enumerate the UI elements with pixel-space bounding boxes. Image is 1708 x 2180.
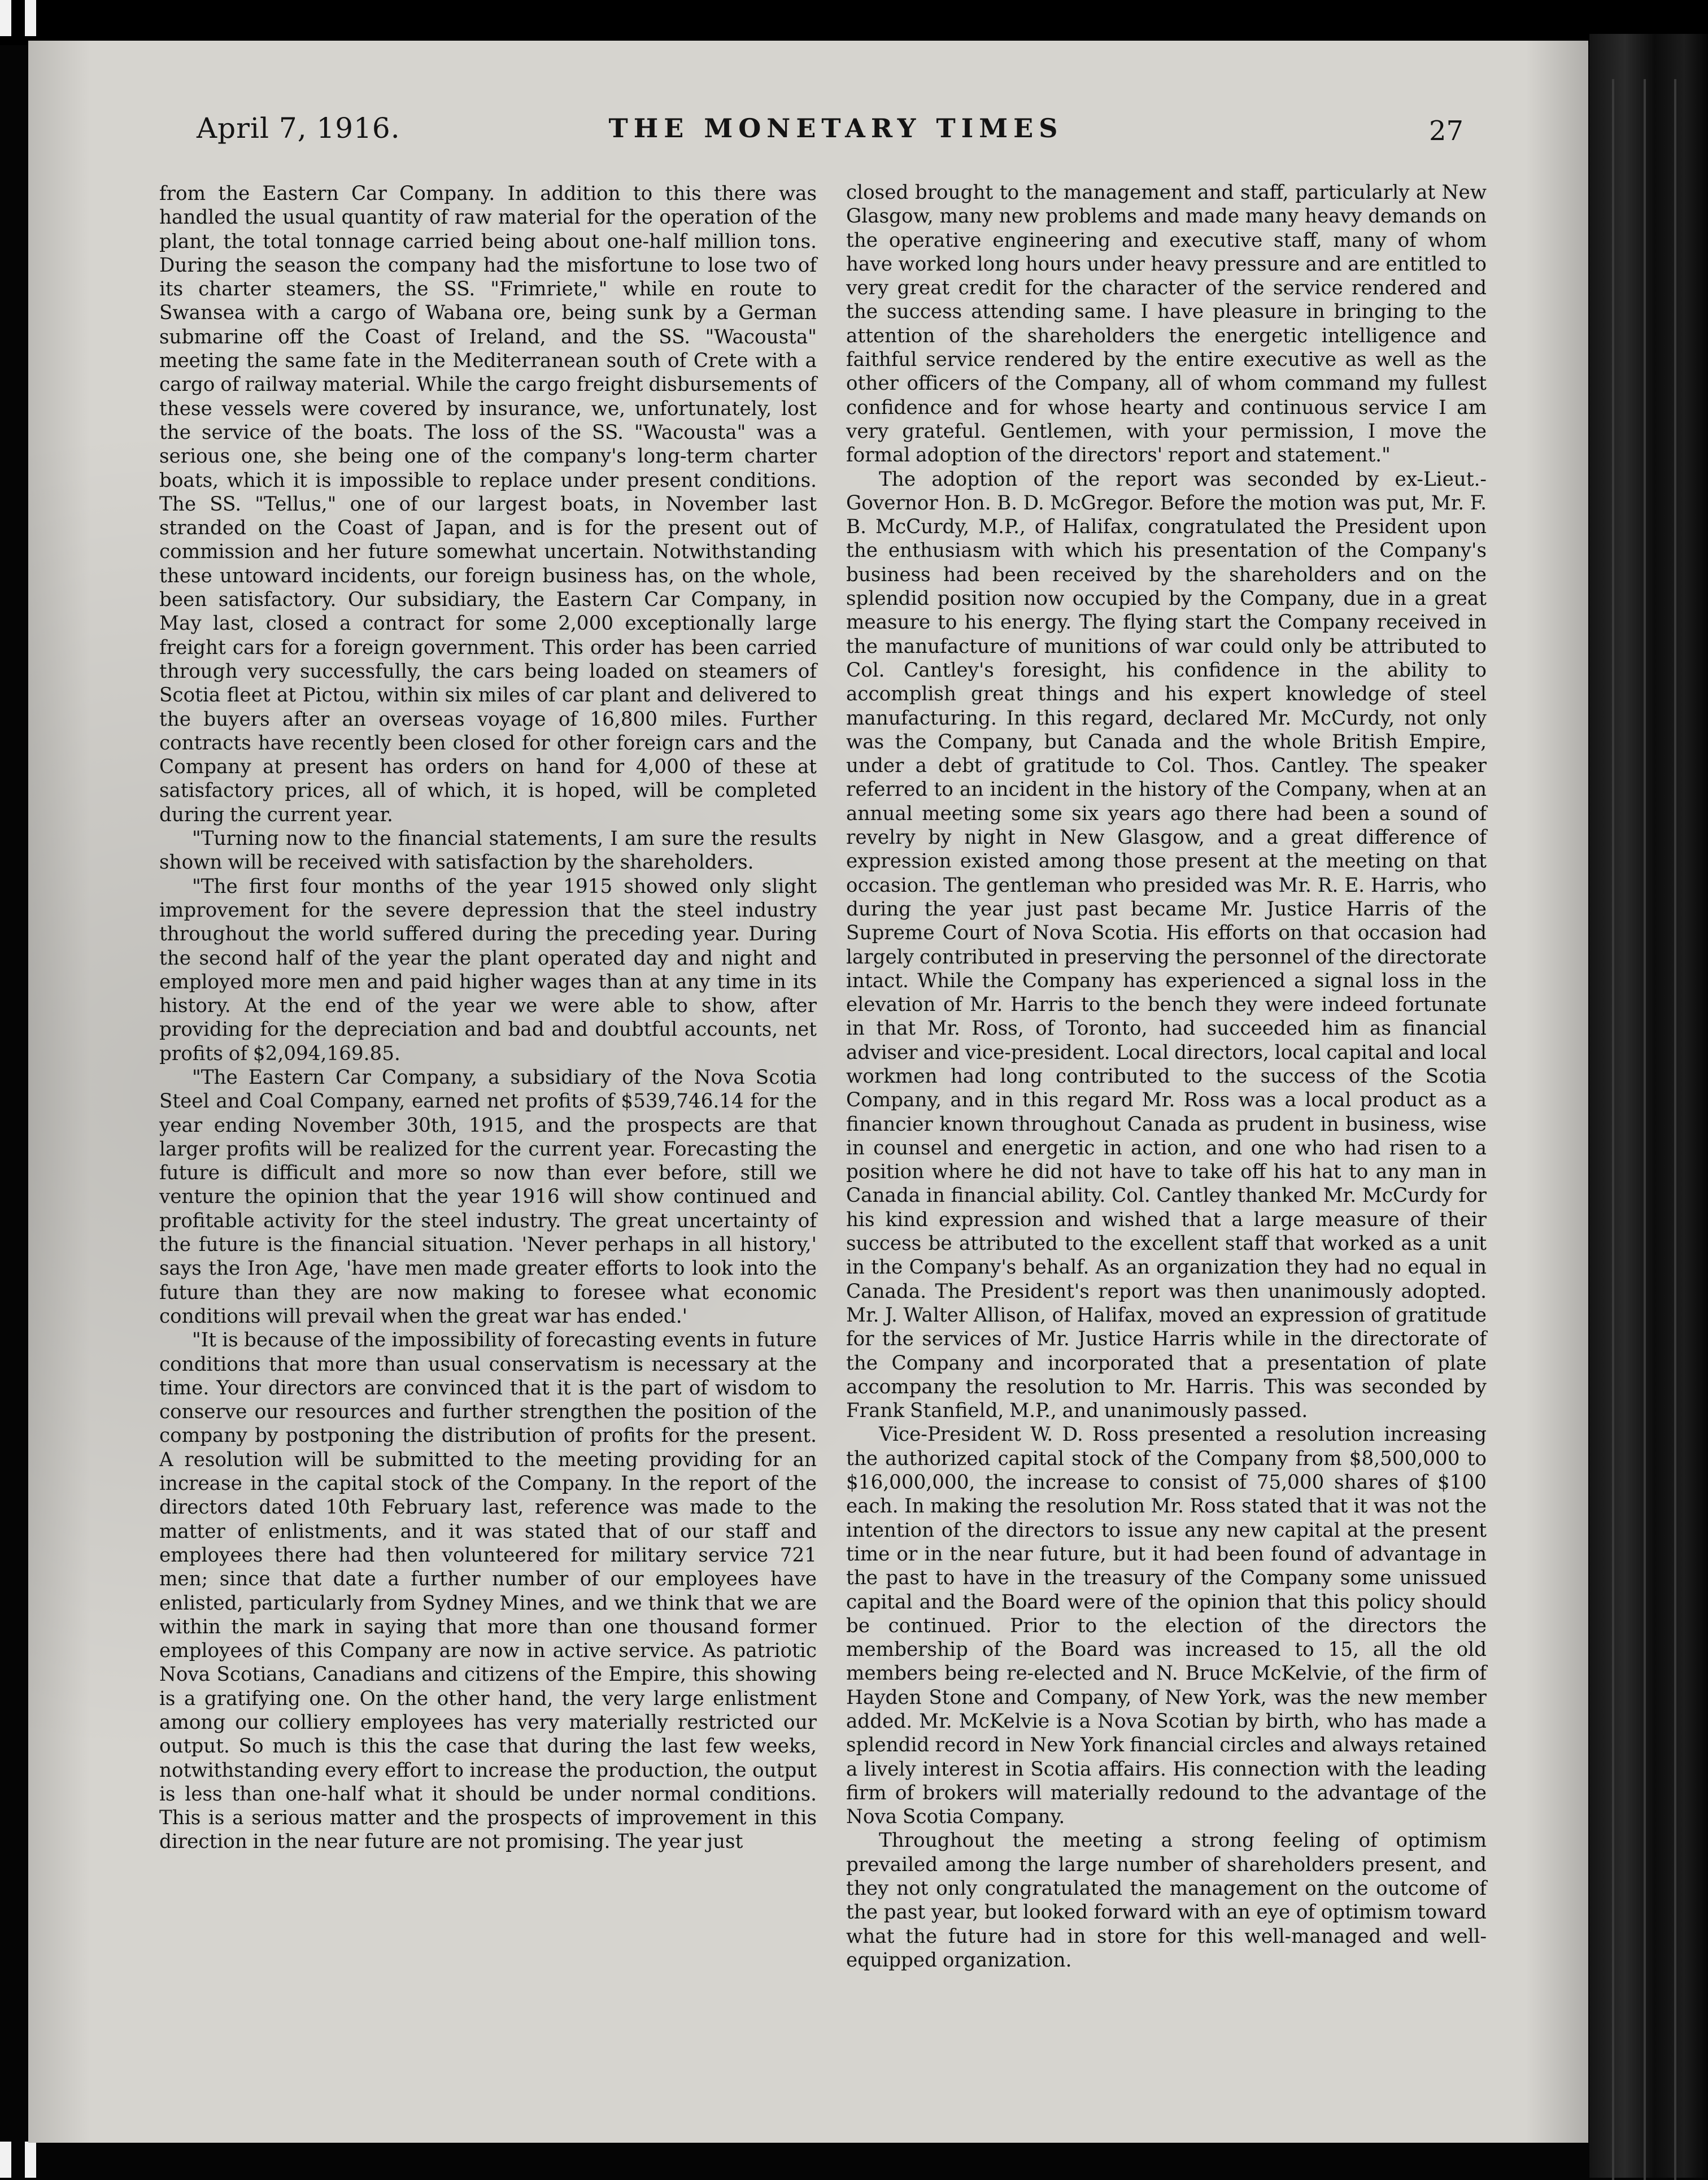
paragraph: "It is because of the impossibility of forecasting events in future conditions that more than usual conservatism is necessary at the time. Your directors are convinced that it is the part of wisdom to conserve our resources and further strengthen the position of the company by postponing the distribution of profits for the present. A resolution will be submitted to the meeting providing for an increase in the capital stock of the Company. In the report of the directors dated 10th February last, reference was made to the matter of enlistments, and it was stated that of our staff and employees there had then volunteered for military service 721 men; since that date a further number of our employees have enlisted, particularly from Sydney Mines, and we think that we are within the mark in saying that more than one thousand former employees of this Company are now in active service. As patriotic Nova Scotians, Canadians and citizens of the Empire, this showing is a gratifying one. On the other hand, the very large enlistment among our colliery employees has very materially restricted our output. So much is this the case that during the last few weeks, notwithstanding every effort to increase the production, the output is less than one-half what it should be under normal conditions. This is a serious matter and the prospects of improvement in this direction in the near future are not promising. The year just (159, 1329, 817, 1854)
film-mark (25, 0, 36, 36)
paragraph: "Turning now to the financial statements, I am sure the results shown will be received with satisfaction by the shareholders. (159, 827, 817, 874)
right-column (846, 181, 1487, 1972)
issue-date: April 7, 1916. (197, 112, 400, 145)
paragraph: "The first four months of the year 1915 showed only slight improvement for the severe depression that the steel industry throughout the world suffered during the preceding year. During the second half of the year the plant operated day and night and employed more men and paid higher wages than at any time in its history. At the end of the year we were able to show, after providing for the depreciation and bad and doubtful accounts, net profits of $2,094,169.85. (159, 875, 817, 1065)
film-mark (25, 2142, 36, 2178)
paragraph: from the Eastern Car Company. In addition to this there was handled the usual quantity of raw material for the operation of the plant, the total tonnage carried being about one-half million tons. During the season the company had the misfortune to lose two of its charter steamers, the SS. "Frimriete," while en route to Swansea with a cargo of Wabana ore, being sunk by a German submarine off the Coast of Ireland, and the SS. "Wacousta" meeting the same fate in the Mediterranean south of Crete with a cargo of railway material. While the cargo freight disbursements of these vessels were covered by insurance, we, unfortunately, lost the service of the boats. The loss of the SS. "Wacousta" was a serious one, she being one of the company's long-term charter boats, which it is impossible to replace under present conditions. The SS. "Tellus," one of our largest boats, in November last stranded on the Coast of Japan, and is for the present out of commission and her future somewhat uncertain. Notwithstanding these untoward incidents, our foreign business has, on the whole, been satisfactory. Our subsidiary, the Eastern Car Company, in May last, closed a contract for some 2,000 exceptionally large freight cars for a foreign government. This order has been carried through very successfully, the cars being loaded on steamers of Scotia fleet at Pictou, within six miles of car plant and delivered to the buyers after an overseas voyage of 16,800 miles. Further contracts have recently been closed for other foreign cars and the Company at present has orders on hand for 4,000 of these at satisfactory prices, all of which, it is hoped, will be completed during the current year. (159, 182, 817, 826)
publication-title: THE MONETARY TIMES (608, 113, 1064, 143)
paragraph: Throughout the meeting a strong feeling of optimism prevailed among the large number of shareholders present, and they not only congratulated the management on the outcome of the past year, but looked forward with an eye of optimism toward what the future had in store for this well-managed and well-equipped organization. (846, 1829, 1487, 1972)
paragraph: The adoption of the report was seconded by ex-Lieut.-Governor Hon. B. D. McGregor. Before the motion was put, Mr. F. B. McCurdy, M.P., of Halifax, congratulated the President upon the enthusiasm with which his presentation of the Company's business had been received by the shareholders and on the splendid position now occupied by the Company, due in a great measure to his energy. The flying start the Company received in the manufacture of munitions of war could only be attributed to Col. Cantley's foresight, his confidence in the ability to accomplish great things and his expert knowledge of steel manufacturing. In this regard, declared Mr. McCurdy, not only was the Company, but Canada and the whole British Empire, under a debt of gratitude to Col. Thos. Cantley. The speaker referred to an incident in the history of the Company, when at an annual meeting some six years ago there had been a sound of revelry by night in New Glasgow, and a great difference of expression existed among those present at the meeting on that occasion. The gentleman who presided was Mr. R. E. Harris, who during the year just past became Mr. Justice Harris of the Supreme Court of Nova Scotia. His efforts on that occasion had largely contributed in preserving the personnel of the directorate intact. While the Company has experienced a signal loss in the elevation of Mr. Harris to the bench they were indeed fortunate in that Mr. Ross, of Toronto, had succeeded him as financial adviser and vice-president. Local directors, local capital and local workmen had long contributed to the success of the Scotia Company, and in this regard Mr. Ross was a local product as a financier known throughout Canada as prudent in business, wise in counsel and energetic in action, and one who had risen to a position where he did not have to take off his hat to any man in Canada in financial ability. Col. Cantley thanked Mr. McCurdy for his kind expression and wished that a large measure of their success be attributed to the excellent staff that worked as a unit in the Company's behalf. As an organization they had no equal in Canada. The President's report was then unanimously adopted. Mr. J. Walter Allison, of Halifax, moved an expression of gratitude for the services of Mr. Justice Harris while in the directorate of the Company and incorporated that a presentation of plate accompany the resolution to Mr. Harris. This was seconded by Frank Stanfield, M.P., and unanimously passed. (846, 468, 1487, 1423)
film-mark (0, 2142, 11, 2178)
magazine-page (28, 41, 1588, 2143)
page-number: 27 (1429, 115, 1464, 147)
book-spine (1589, 34, 1708, 2178)
left-column (159, 182, 817, 1854)
spine-edge (1644, 79, 1646, 2180)
film-mark (0, 0, 11, 36)
paragraph: "The Eastern Car Company, a subsidiary of the Nova Scotia Steel and Coal Company, earned net profits of $539,746.14 for the year ending November 30th, 1915, and the prospects are that larger profits will be realized for the current year. Forecasting the future is difficult and more so now than ever before, still we venture the opinion that the year 1916 will show continued and profitable activity for the steel industry. The great uncertainty of the future is the financial situation. 'Never perhaps in all history,' says the Iron Age, 'have men made greater efforts to look into the future than they are now making to foresee what economic conditions will prevail when the great war has ended.' (159, 1066, 817, 1328)
film-frame-top (0, 0, 1708, 45)
spine-edge (1674, 79, 1676, 2180)
paragraph: Vice-President W. D. Ross presented a resolution increasing the authorized capital stock of the Company from $8,500,000 to $16,000,000, the increase to consist of 75,000 shares of $100 each. In making the resolution Mr. Ross stated that it was not the intention of the directors to issue any new capital at the present time or in the near future, but it had been found of advantage in the past to have in the treasury of the Company some unissued capital and the Board were of the opinion that this policy should be continued. Prior to the election of the directors the membership of the Board was increased to 15, all the old members being re-elected and N. Bruce McKelvie, of the firm of Hayden Stone and Company, of New York, was the new member added. Mr. McKelvie is a Nova Scotian by birth, who has made a splendid record in New York financial circles and always retained a lively interest in Scotia affairs. His connection with the leading firm of brokers will materially redound to the advantage of the Nova Scotia Company. (846, 1423, 1487, 1829)
spine-edge (1612, 79, 1614, 2180)
paragraph: closed brought to the management and staff, particularly at New Glasgow, many new problems and made many heavy demands on the operative engineering and executive staff, many of whom have worked long hours under heavy pressure and are entitled to very great credit for the character of the service rendered and the success attending same. I have pleasure in bringing to the attention of the shareholders the energetic intelligence and faithful service rendered by the entire executive as well as the other officers of the Company, all of whom command my fullest confidence and for whose hearty and continuous service I am very grateful. Gentlemen, with your permission, I move the formal adoption of the directors' report and statement." (846, 181, 1487, 467)
